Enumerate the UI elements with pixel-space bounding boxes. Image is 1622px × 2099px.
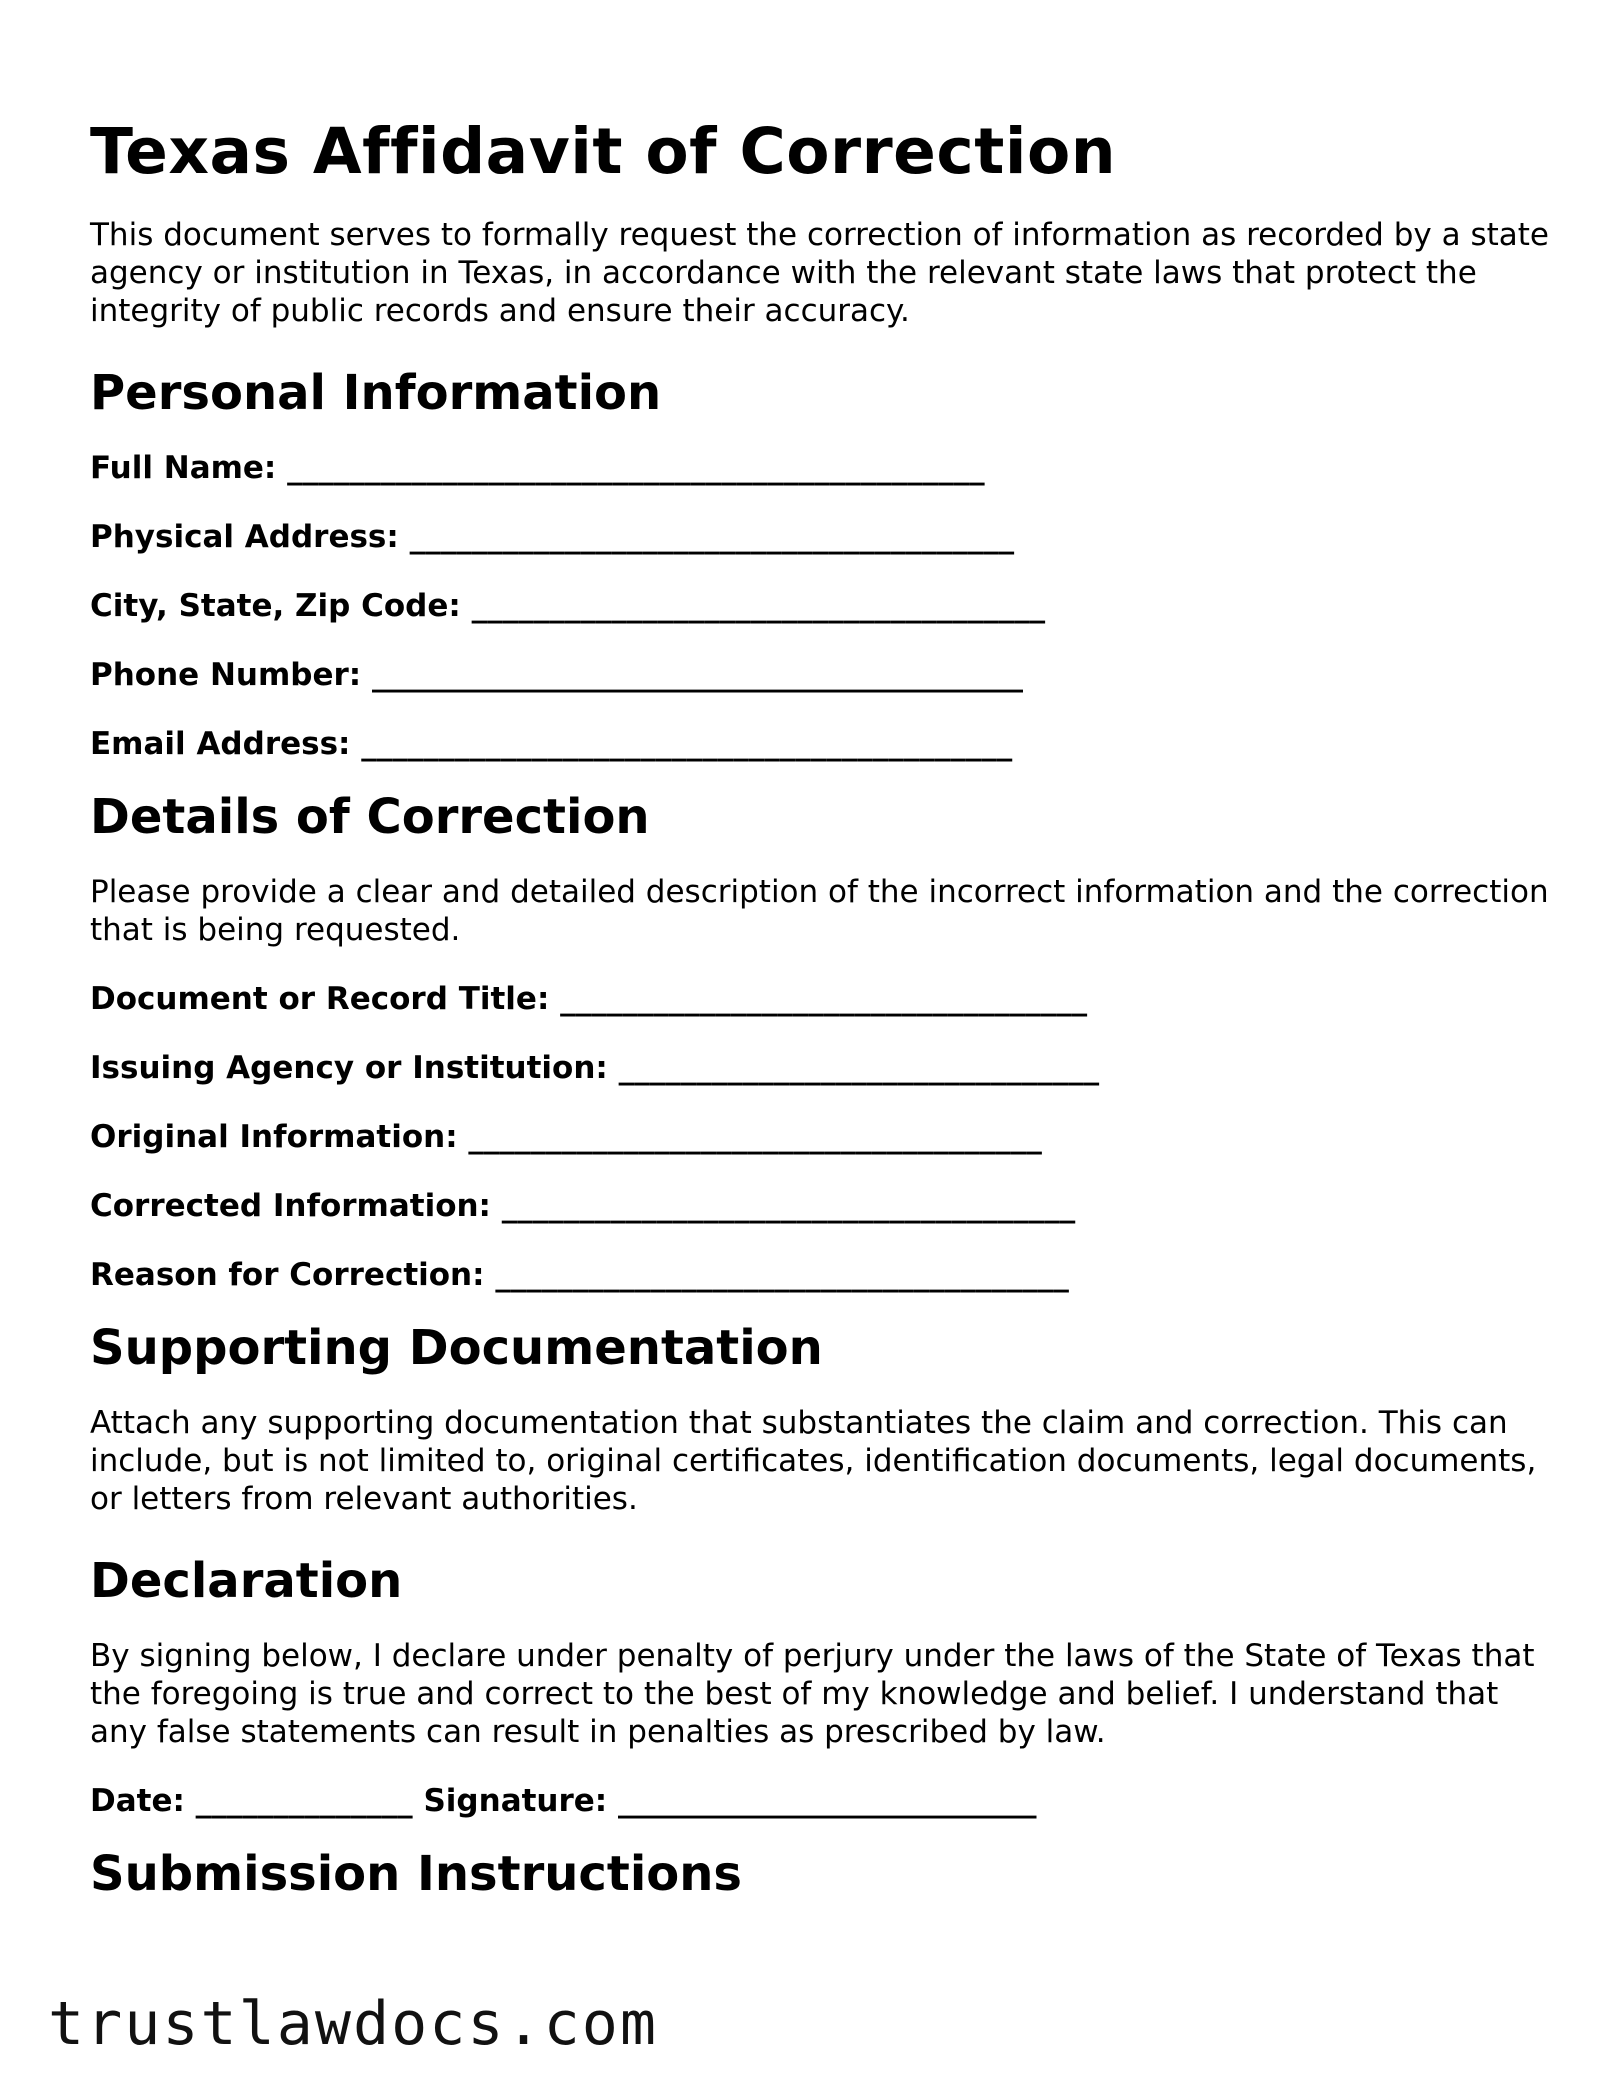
document-title-field[interactable]: Document or Record Title: __________________________________ <box>90 981 1088 1017</box>
phone-number-field[interactable]: Phone Number: __________________________________________ <box>90 657 1023 693</box>
city-state-zip-field[interactable]: City, State, Zip Code: _____________________________________ <box>90 588 1046 624</box>
issuing-agency-field[interactable]: Issuing Agency or Institution: _______________________________ <box>90 1050 1100 1086</box>
details-of-correction-heading: Details of Correction <box>90 789 650 845</box>
supporting-documentation-text: Attach any supporting documentation that substantiates the claim and correction. This can include, but is not limited to, original certificates, identification documents, legal documents, or letters from relevant authorities. <box>90 1405 1537 1517</box>
personal-information-heading: Personal Information <box>90 365 662 421</box>
details-description: Please provide a clear and detailed description of the incorrect information and the correction that is being requested. <box>90 874 1549 948</box>
physical-address-field[interactable]: Physical Address: _______________________________________ <box>90 519 1015 555</box>
date-signature-field[interactable]: Date: ______________ Signature: ___________________________ <box>90 1783 1037 1819</box>
original-information-field[interactable]: Original Information: _____________________________________ <box>90 1119 1042 1155</box>
intro-paragraph: This document serves to formally request the correction of information as recorded by a state agency or institution in Texas, in accordance with the relevant state laws that protect the integrity of public records and ensure their accuracy. <box>90 217 1549 329</box>
document-title: Texas Affidavit of Correction <box>90 115 1117 188</box>
submission-instructions-heading: Submission Instructions <box>90 1846 742 1902</box>
declaration-heading: Declaration <box>90 1553 403 1609</box>
site-watermark: trustlawdocs.com <box>48 1989 658 2059</box>
document-page <box>90 110 1550 1904</box>
full-name-field[interactable]: Full Name: _____________________________________________ <box>90 450 985 486</box>
supporting-documentation-heading: Supporting Documentation <box>90 1320 823 1376</box>
email-address-field[interactable]: Email Address: __________________________________________ <box>90 726 1013 762</box>
declaration-text: By signing below, I declare under penalty of perjury under the laws of the State of Texas that the foregoing is true and correct to the best of my knowledge and belief. I understand that any false statements can result in penalties as prescribed by law. <box>90 1638 1535 1750</box>
reason-for-correction-field[interactable]: Reason for Correction: _____________________________________ <box>90 1257 1069 1293</box>
corrected-information-field[interactable]: Corrected Information: _____________________________________ <box>90 1188 1076 1224</box>
